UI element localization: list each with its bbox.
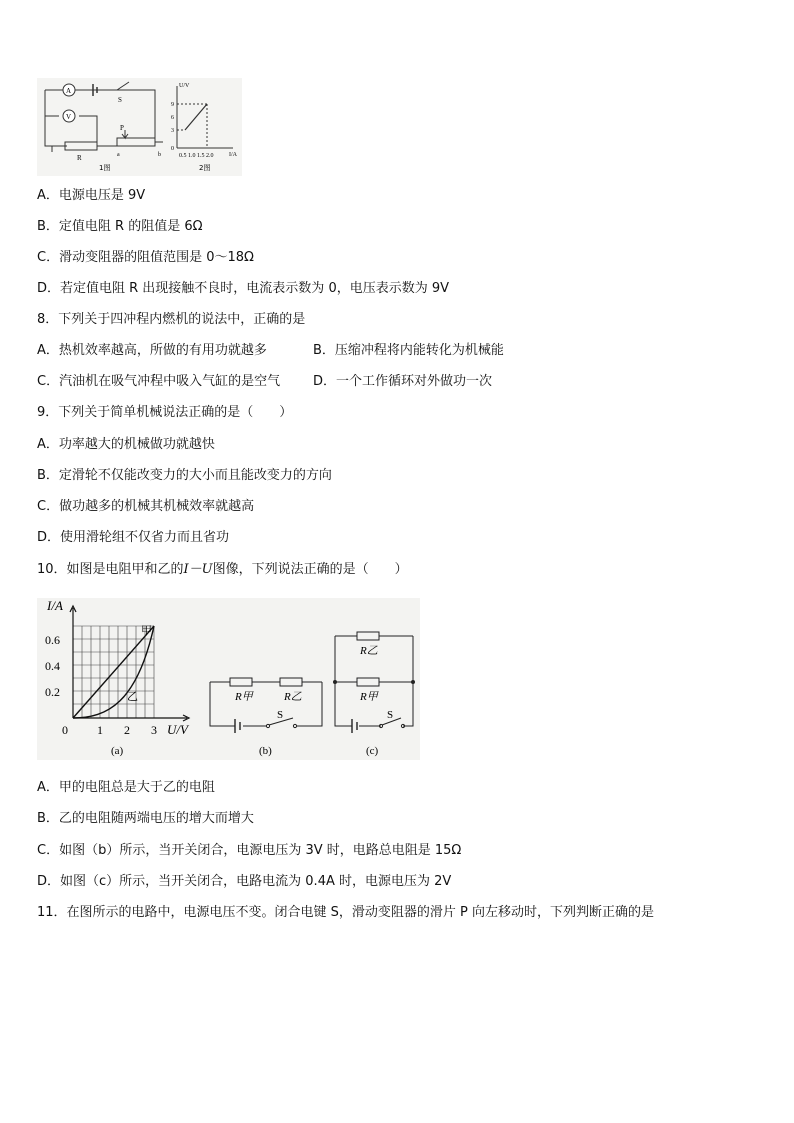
q9-option-b: B．定滑轮不仅能改变力的大小而且能改变力的方向 [37,468,332,483]
q8-option-b: B．压缩冲程将内能转化为机械能 [313,343,504,358]
q11-stem: 11．在图所示的电路中，电源电压不变。闭合电键 S，滑动变阻器的滑片 P 向左移动时，下列判断正确的是 [37,905,655,920]
q10-stem-math: I－U [183,562,213,577]
q10-ytick-0.2: 0.2 [45,685,60,699]
q10-b-r-jia-label: R甲 [235,691,253,703]
q10-y-axis-label: I/A [47,598,63,613]
graph-y9: 9 [171,102,174,108]
q10-xtick-0: 0 [62,723,68,737]
graph-origin: 0 [171,146,174,152]
q10-curve-jia-label: 甲 [141,624,152,637]
q10-b-switch-label: S [277,709,284,721]
graph-yaxis-label: U/V [179,83,190,89]
q10-option-d: D．如图（c）所示，当开关闭合，电路电流为 0.4A 时，电源电压为 2V [37,874,452,889]
q7-option-a: A．电源电压是 9V [37,188,146,203]
q10-option-c: C．如图（b）所示，当开关闭合，电源电压为 3V 时，电路总电阻是 15Ω [37,843,462,858]
fig2-caption: 2图 [199,164,211,172]
q10-c-junction-left [333,680,337,684]
q10-caption-a: (a) [111,745,124,757]
end-b-label: b [158,152,161,158]
q8-option-a: A．热机效率越高，所做的有用功就越多 [37,343,267,358]
q10-circuit-b [210,678,322,733]
q7-option-b: B．定值电阻 R 的阻值是 6Ω [37,219,203,234]
q10-x-axis-label: U/V [167,722,188,737]
q10-c-junction-right [411,680,415,684]
q7-option-d: D．若定值电阻 R 出现接触不良时，电流表示数为 0，电压表示数为 9V [37,281,450,296]
q10-xtick-2: 2 [124,723,130,737]
q7-figure-svg [37,78,242,176]
q9-option-d: D．使用滑轮组不仅省力而且省功 [37,530,230,545]
q7-circuit [45,90,163,152]
q10-stem-post: 图像，下列说法正确的是（ ） [212,562,408,577]
rheostat [117,138,155,146]
q7-figure [37,78,242,176]
q9-option-c: C．做功越多的机械其机械效率就越高 [37,499,255,514]
resistor-label: R [77,154,82,162]
graph-y3: 3 [171,128,174,134]
end-a-label: a [117,152,120,158]
q10-option-b: B．乙的电阻随两端电压的增大而增大 [37,811,254,826]
q8-stem: 8．下列关于四冲程内燃机的说法中，正确的是 [37,312,306,327]
q8-option-d: D．一个工作循环对外做功一次 [313,374,493,389]
q7-option-c: C．滑动变阻器的阻值范围是 0～18Ω [37,250,254,265]
q10-caption-c: (c) [366,745,379,757]
q10-ytick-0.4: 0.4 [45,659,60,673]
q7-graph [177,86,233,148]
q10-figure-svg [37,598,420,760]
fig1-caption: 1图 [99,164,111,172]
voltmeter-label: V [66,113,72,121]
ammeter-label: A [66,87,72,95]
q10-stem [37,561,408,579]
q8-option-c: C．汽油机在吸气冲程中吸入气缸的是空气 [37,374,281,389]
q10-c-r-yi-label: R乙 [360,645,378,657]
q10-b-r-yi-label: R乙 [284,691,302,703]
q10-curve-yi-label: 乙 [127,690,138,703]
resistor-r [65,142,97,150]
q9-stem: 9．下列关于简单机械说法正确的是（ ） [37,405,293,420]
q10-figure [37,598,420,760]
graph-xaxis-label: I/A [229,152,237,158]
q10-c-r-jia-label: R甲 [360,691,378,703]
q10-ytick-0.6: 0.6 [45,633,60,647]
q10-c-switch-label: S [387,709,394,721]
q10-xtick-3: 3 [151,723,157,737]
switch-lever [117,82,129,90]
switch-label: S [118,96,122,104]
graph-xticks: 0.5 1.0 1.5 2.0 [179,153,214,159]
q10-caption-b: (b) [259,745,272,757]
q10-option-a: A．甲的电阻总是大于乙的电阻 [37,780,215,795]
q10-stem-pre: 10．如图是电阻甲和乙的 [37,562,184,577]
q9-option-a: A．功率越大的机械做功就越快 [37,437,215,452]
q10-xtick-1: 1 [97,723,103,737]
slider-label: P [120,124,124,132]
graph-y6: 6 [171,115,174,121]
